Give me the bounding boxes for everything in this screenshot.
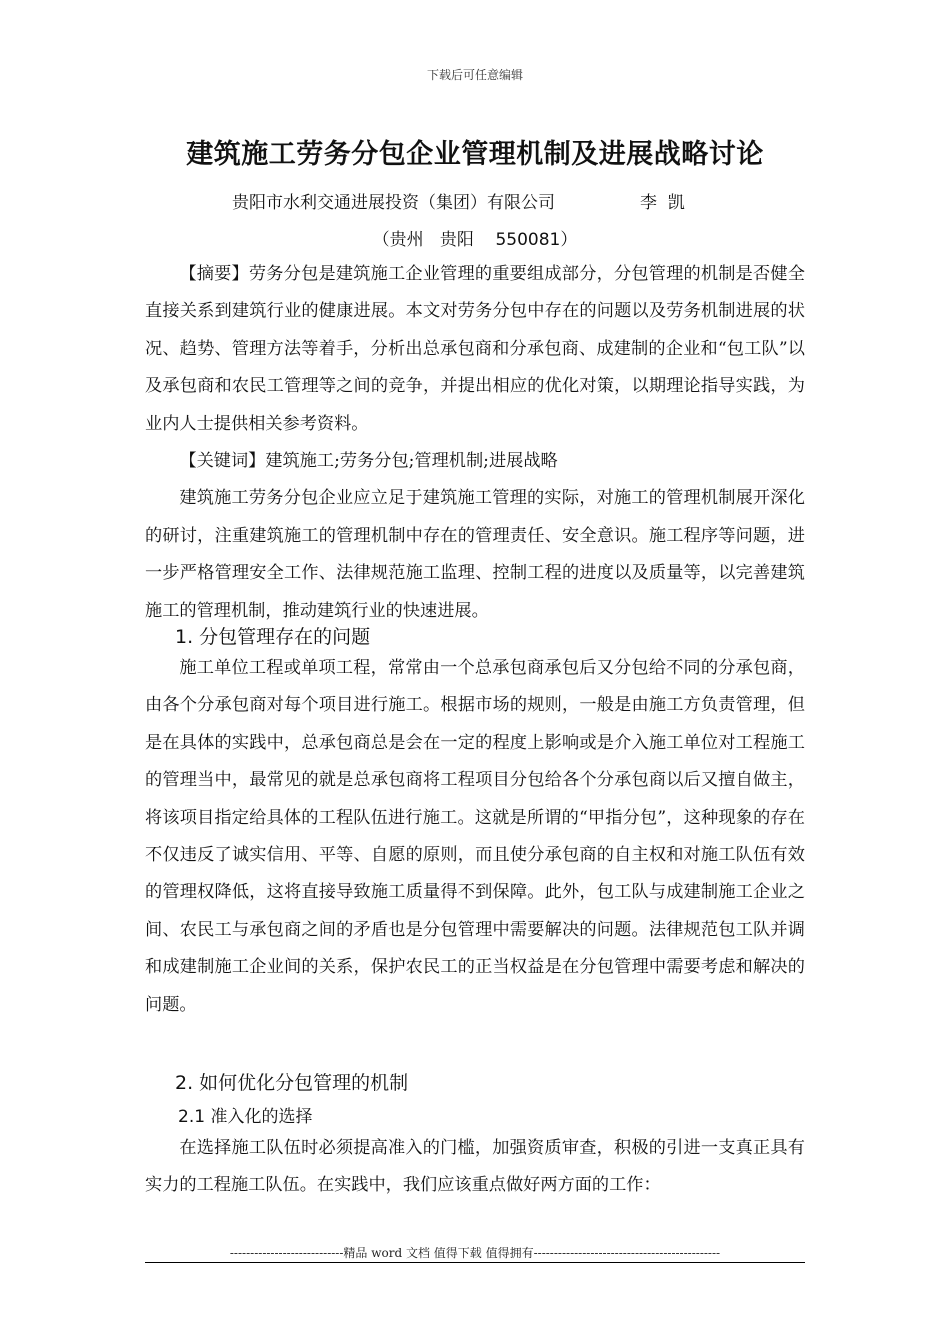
footer-divider	[145, 1262, 805, 1263]
author-affiliation: 贵阳市水利交通进展投资（集团）有限公司	[232, 193, 555, 213]
section-2-heading: 2. 如何优化分包管理的机制	[175, 1072, 409, 1094]
section-1-paragraph: 施工单位工程或单项工程，常常由一个总承包商承包后又分包给不同的分承包商，由各个分承包商对每个项目进行施工。根据市场的规则，一般是由施工方负责管理，但是在具体的实践中，总承包商总是会在一定的程度上影响或是介入施工单位对工程施工的管理当中，最常见的就是总承包商将工程项目分包给各个分承包商以后又擅自做主，将该项目指定给具体的工程队伍进行施工。这就是所谓的“甲指分包”，这种现象的存在不仅违反了诚实信用、平等、自愿的原则，而且使分承包商的自主权和对施工队伍有效的管理权降低，这将直接导致施工质量得不到保障。此外，包工队与成建制施工企业之间、农民工与承包商之间的矛盾也是分包管理中需要解决的问题。法律规范包工队并调和成建制施工企业间的关系，保护农民工的正当权益是在分包管理中需要考虑和解决的问题。	[145, 658, 805, 1015]
keywords-text: 建筑施工;劳务分包;管理机制;进展战略	[265, 451, 558, 472]
header-note: 下载后可任意编辑	[426, 68, 523, 82]
keywords-label: 【关键词】	[179, 451, 266, 472]
abstract-label: 【摘要】	[179, 264, 249, 284]
section-1-body	[145, 650, 805, 1024]
document-title: 建筑施工劳务分包企业管理机制及进展战略讨论	[186, 139, 764, 170]
section-2-1-heading: 2.1 准入化的选择	[178, 1107, 313, 1127]
author-location: （贵州 贵阳 550081）	[372, 230, 578, 250]
section-2-1-body	[145, 1130, 805, 1205]
abstract-text: 劳务分包是建筑施工企业管理的重要组成部分，分包管理的机制是否健全直接关系到建筑行业的健康进展。本文对劳务分包中存在的问题以及劳务机制进展的状况、趋势、管理方法等着手，分析出总承包商和分承包商、成建制的企业和“包工队”以及承包商和农民工管理等之间的竞争，并提出相应的优化对策，以期理论指导实践，为业内人士提供相关参考资料。	[145, 264, 805, 434]
section-2-1-paragraph: 在选择施工队伍时必须提高准入的门槛，加强资质审查，积极的引进一支真正具有实力的工程施工队伍。在实践中，我们应该重点做好两方面的工作：	[145, 1138, 805, 1196]
abstract-section	[145, 256, 805, 630]
section-1-heading: 1. 分包管理存在的问题	[175, 626, 371, 648]
intro-paragraph: 建筑施工劳务分包企业应立足于建筑施工管理的实际，对施工的管理机制展开深化的研讨，注重建筑施工的管理机制中存在的管理责任、安全意识。施工程序等问题，进一步严格管理安全工作、法律规范施工监理、控制工程的进度以及质量等，以完善建筑施工的管理机制，推动建筑行业的快速进展。	[145, 488, 805, 621]
footer-banner: ----------------------------精品 word 文档 值得下载 值得拥有----------------------------------------------	[229, 1246, 721, 1260]
author-name: 李 凯	[640, 193, 685, 213]
